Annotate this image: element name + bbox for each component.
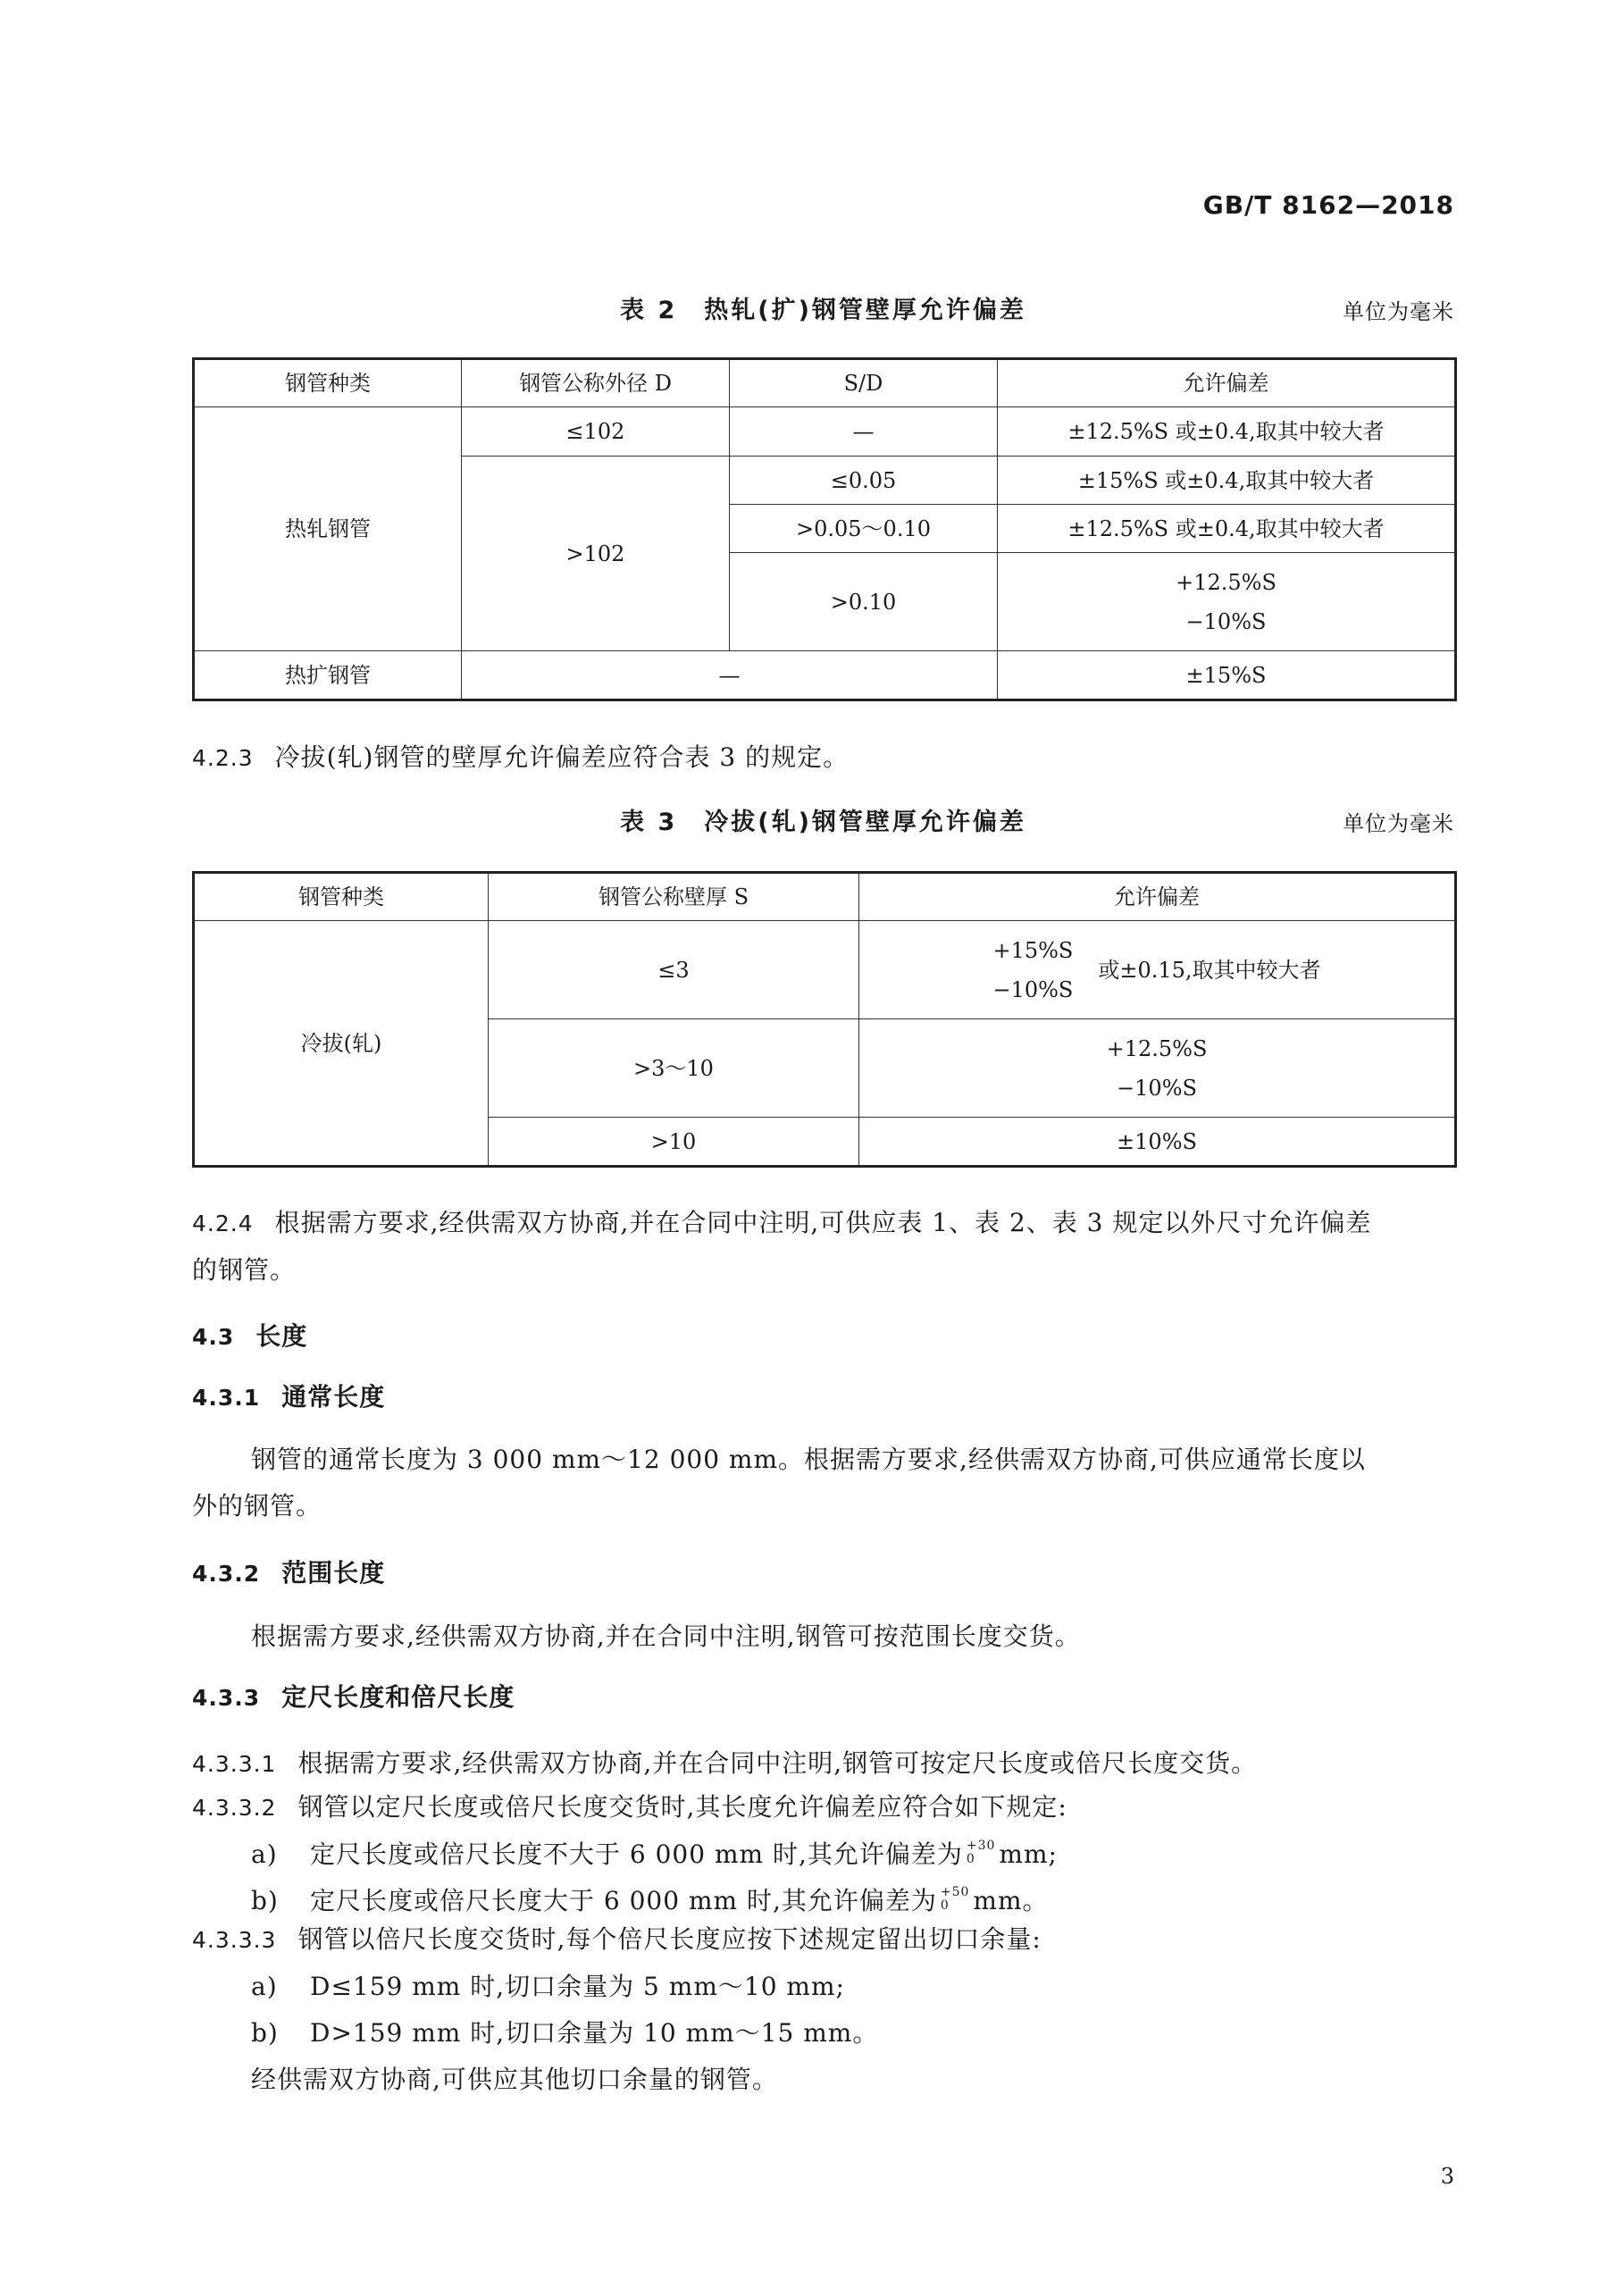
table3-header-row	[194, 873, 1456, 921]
table2-caption-row	[192, 290, 1454, 326]
table3-cell-type: 冷拔(轧)	[194, 921, 489, 1167]
list-item-label: a)	[251, 1972, 278, 2001]
table2-header-row	[194, 359, 1456, 407]
table3-cell-tolerance: ±10%S	[859, 1118, 1456, 1167]
clause-text: 冷拔(轧)钢管的壁厚允许偏差应符合表 3 的规定。	[274, 742, 850, 772]
clause-number: 4.2.3	[192, 745, 254, 771]
list-item-tail: mm;	[999, 1839, 1058, 1869]
table2-cell-type: 热扩钢管	[194, 651, 462, 700]
list-item-text: D>159 mm 时,切口余量为 10 mm～15 mm。	[310, 2018, 879, 2048]
table-row	[194, 921, 1456, 1019]
table3-cell-tolerance	[859, 1019, 1456, 1118]
table2-cell-diameter: >102	[462, 457, 730, 651]
table2-cell-sd: —	[730, 407, 998, 457]
table2-cell-sd: >0.10	[730, 553, 998, 651]
tolerance-lower: 0	[940, 1898, 950, 1913]
clause-text-continued: 的钢管。	[192, 1255, 297, 1285]
tolerance-minus: −10%S	[992, 976, 1074, 1002]
table2-header-cell: 钢管种类	[194, 359, 462, 407]
tolerance-plus: +12.5%S	[1176, 569, 1277, 595]
clause-number: 4.3.3.3	[192, 1927, 277, 1953]
list-item-label: b)	[251, 2018, 279, 2048]
tolerance-minus: −10%S	[1185, 608, 1267, 634]
section-4-3-2-body	[192, 1613, 1454, 1660]
clause-text: 钢管以倍尺长度交货时,每个倍尺长度应按下述规定留出切口余量:	[297, 1924, 1042, 1954]
table2-cell-type: 热轧钢管	[194, 407, 462, 651]
section-number: 4.3.1	[192, 1385, 261, 1411]
standard-number: GB/T 8162—2018	[1202, 190, 1454, 220]
table3-header-cell: 钢管种类	[194, 873, 489, 921]
clause-text: 钢管以定尺长度或倍尺长度交货时,其长度允许偏差应符合如下规定:	[297, 1792, 1067, 1822]
table3-caption-row	[192, 802, 1454, 838]
clause-4-3-3-3	[192, 1916, 1454, 2103]
section-number: 4.3.3	[192, 1685, 261, 1711]
table3-header-cell: 允许偏差	[859, 873, 1456, 921]
list-item-text: D≤159 mm 时,切口余量为 5 mm～10 mm;	[310, 1972, 845, 2001]
section-4-3-1-heading	[192, 1374, 1454, 1421]
table3-cell-thickness: >10	[489, 1118, 859, 1167]
page-number: 3	[1440, 2164, 1454, 2189]
section-number: 4.3	[192, 1324, 235, 1350]
table2-header-cell: 允许偏差	[998, 359, 1456, 407]
table2-cell-tolerance: ±15%S 或±0.4,取其中较大者	[998, 457, 1456, 505]
list-item-text: 定尺长度或倍尺长度不大于 6 000 mm 时,其允许偏差为	[310, 1839, 963, 1869]
section-title: 通常长度	[281, 1382, 386, 1412]
body-text: 钢管的通常长度为 3 000 mm～12 000 mm。根据需方要求,经供需双方协商,可供应通常长度以	[251, 1445, 1366, 1474]
section-4-3-1-body	[192, 1437, 1454, 1529]
clause-text: 根据需方要求,经供需双方协商,并在合同中注明,可供应表 1、表 2、表 3 规定以外尺寸允许偏差	[274, 1208, 1372, 1237]
table3-cell-thickness: >3～10	[489, 1019, 859, 1118]
table3-unit: 单位为毫米	[1343, 811, 1454, 836]
list-item	[192, 2010, 1454, 2057]
table2-cell-sd: >0.05～0.10	[730, 505, 998, 553]
table2-header-cell: S/D	[730, 359, 998, 407]
table2-cell-diameter: ≤102	[462, 407, 730, 457]
list-item-tail: mm。	[973, 1886, 1049, 1915]
section-4-3-heading	[192, 1313, 1454, 1361]
tolerance-plus: +12.5%S	[1106, 1035, 1208, 1061]
section-title: 定尺长度和倍尺长度	[281, 1682, 515, 1712]
tolerance-lower: 0	[966, 1851, 975, 1866]
table3-title: 表 3 冷拔(轧)钢管壁厚允许偏差	[620, 809, 1026, 836]
clause-4-2-3	[192, 734, 1454, 782]
table3-header-cell: 钢管公称壁厚 S	[489, 873, 859, 921]
note-text: 经供需双方协商,可供应其他切口余量的钢管。	[251, 2065, 778, 2094]
tolerance-rest: 或±0.15,取其中较大者	[1098, 957, 1321, 983]
list-item	[192, 1831, 1454, 1878]
table2-cell-tolerance: ±12.5%S 或±0.4,取其中较大者	[998, 407, 1456, 457]
tolerance-minus: −10%S	[1117, 1075, 1197, 1101]
list-item	[192, 1964, 1454, 2010]
section-number: 4.3.2	[192, 1561, 261, 1587]
tolerance-upper: +30	[966, 1838, 996, 1853]
clause-4-2-4	[192, 1200, 1454, 1294]
table-row	[194, 407, 1456, 457]
clause-4-3-3-1	[192, 1740, 1454, 1788]
table2-unit: 单位为毫米	[1343, 299, 1454, 324]
section-4-3-2-heading	[192, 1550, 1454, 1597]
section-4-3-3-heading	[192, 1674, 1454, 1722]
table-row	[194, 651, 1456, 700]
table3	[192, 871, 1457, 1168]
table2	[192, 357, 1457, 701]
table3-cell-thickness: ≤3	[489, 921, 859, 1019]
table2-cell-sd: ≤0.05	[730, 457, 998, 505]
list-item-label: b)	[251, 1886, 279, 1915]
tolerance-pair	[992, 931, 1073, 1010]
tolerance-upper: +50	[940, 1884, 970, 1899]
length-tolerance	[941, 1886, 970, 1913]
table2-cell-merged: —	[462, 651, 998, 700]
section-title: 范围长度	[281, 1558, 386, 1588]
length-tolerance	[967, 1839, 996, 1866]
table3-cell-tolerance	[859, 921, 1456, 1019]
table2-cell-tolerance	[998, 553, 1456, 651]
table2-cell-tolerance: ±15%S	[998, 651, 1456, 700]
table2-title: 表 2 热轧(扩)钢管壁厚允许偏差	[620, 297, 1026, 324]
body-text: 根据需方要求,经供需双方协商,并在合同中注明,钢管可按范围长度交货。	[251, 1621, 1081, 1651]
section-title: 长度	[255, 1321, 308, 1351]
clause-number: 4.3.3.2	[192, 1795, 277, 1821]
clause-number: 4.2.4	[192, 1211, 254, 1236]
table2-cell-tolerance: ±12.5%S 或±0.4,取其中较大者	[998, 505, 1456, 553]
table2-header-cell: 钢管公称外径 D	[462, 359, 730, 407]
body-text-continued: 外的钢管。	[192, 1491, 322, 1521]
tolerance-plus: +15%S	[992, 937, 1074, 963]
clause-4-3-3-2	[192, 1784, 1454, 1924]
clause-number: 4.3.3.1	[192, 1751, 277, 1777]
list-item-label: a)	[251, 1839, 278, 1869]
clause-text: 根据需方要求,经供需双方协商,并在合同中注明,钢管可按定尺长度或倍尺长度交货。	[297, 1748, 1258, 1778]
list-item-text: 定尺长度或倍尺长度大于 6 000 mm 时,其允许偏差为	[310, 1886, 937, 1915]
